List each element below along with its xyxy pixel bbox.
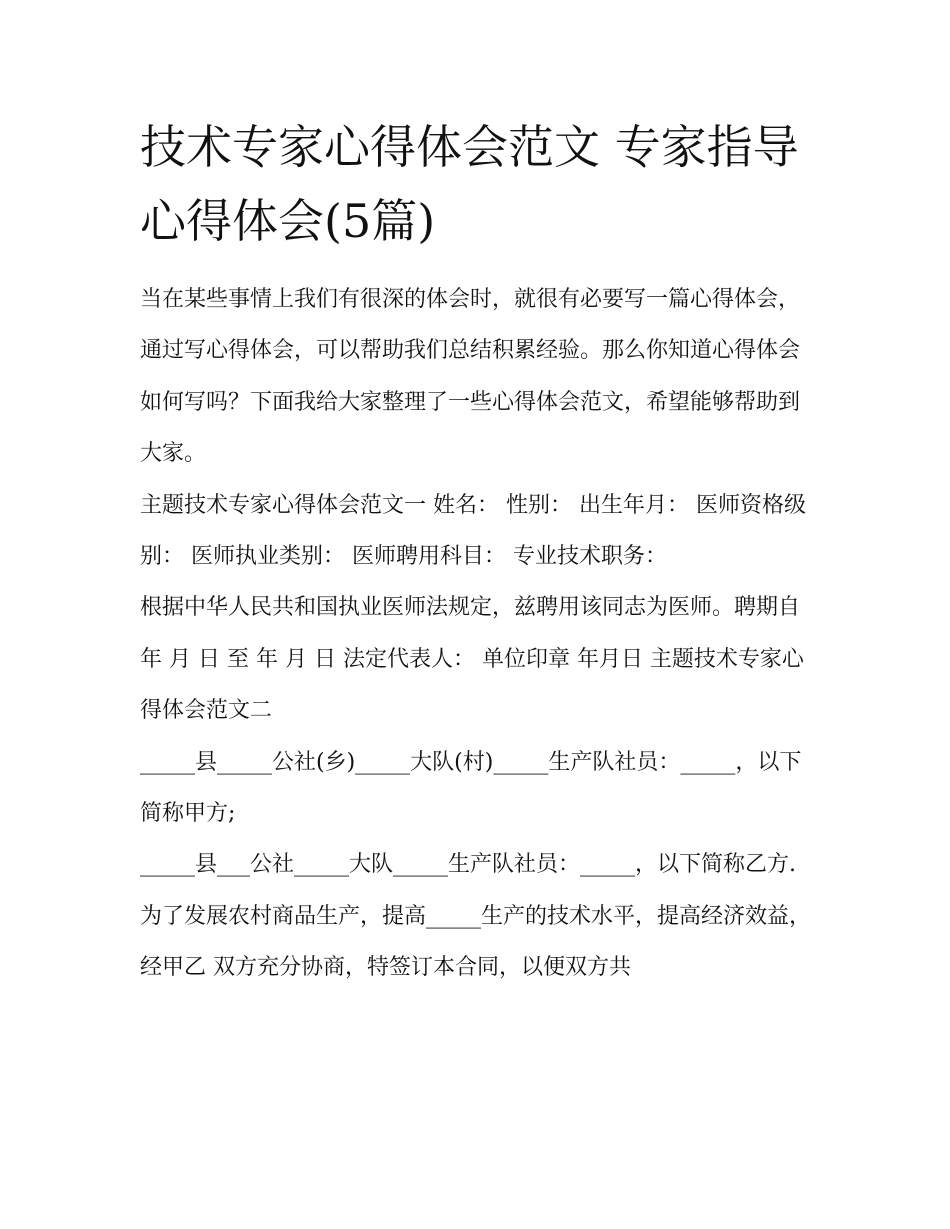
contract-purpose-paragraph: 为了发展农村商品生产，提高_____生产的技术水平，提高经济效益，经甲乙 双方充分协商，特签订本合同，以便双方共 xyxy=(140,903,812,981)
essay-one-paragraph: 主题技术专家心得体会范文一 姓名： 性别： 出生年月： 医师资格级别： 医师执业类别： 医师聘用科目： 专业技术职务： xyxy=(140,492,806,570)
party-a-paragraph: _____县_____公社(乡)_____大队(村)_____生产队社员：_____，以下简称甲方; xyxy=(140,749,802,827)
appointment-paragraph: 根据中华人民共和国执业医师法规定，兹聘用该同志为医师。聘期自 年 月 日 至 年 月 日 法定代表人： 单位印章 年月日 主题技术专家心得体会范文二 xyxy=(140,595,808,724)
party-b-paragraph: _____县___公社_____大队_____生产队社员：_____，以下简称乙方. xyxy=(140,852,796,878)
document-body xyxy=(140,274,812,994)
document-title: 技术专家心得体会范文 专家指导心得体会(5篇) xyxy=(140,120,799,248)
intro-paragraph: 当在某些事情上我们有很深的体会时，就很有必要写一篇心得体会，通过写心得体会，可以帮助我们总结积累经验。那么你知道心得体会如何写吗？下面我给大家整理了一些心得体会范文，希望能够帮助到大家。 xyxy=(140,287,801,467)
